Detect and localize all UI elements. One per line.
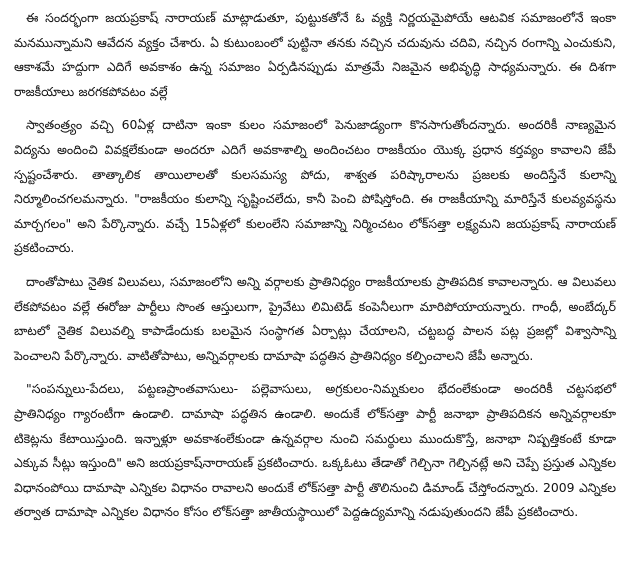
article-paragraph-2: స్వాతంత్ర్యం వచ్చి 60ఏళ్ల దాటినా ఇంకా కులం సమాజంలో పెనుజాడ్యంగా కొనసాగుతోందన్నారు. అందరికీ నాణ్యమైన విద్యను అందించి వివక్షలేకుండా అందరూ ఎదిగే అవకాశాల్ని అందించటం రాజకీయం యొక్క ప్రధాన కర్తవ్యం కావాలని జేపీ స్పష్టంచేశారు. తాత్కాలిక తాయిలాలతో కులసమస్య పోదు, శాశ్వత పరిష్కారాలను ప్రజలకు అందిస్తేనే కులాన్ని నిర్మూలించగలమన్నారు. "రాజకీయం కులాన్ని సృష్టించలేదు, కానీ పెంచి పోషిస్తోంది. ఈ రాజకీయాన్ని మారిస్తేనే కులవ్యవస్థను మార్చగలం" అని పేర్కొన్నారు. వచ్చే 15ఏళ్లలో కులంలేని సమాజాన్ని నిర్మించటం లోక్‌సత్తా లక్ష్యమని జయప్రకాష్ నారాయణ్ ప్రకటించారు. xyxy=(14,117,616,256)
article-paragraph-3: దాంతోపాటు నైతిక విలువలు, సమాజంలోని అన్ని వర్గాలకు ప్రాతినిధ్యం రాజకీయాలకు ప్రాతిపదిక కావాలన్నారు. ఆ విలువలు లేకపోవటం వల్లే ఈరోజు పార్టీలు సొంత ఆస్తులుగా, ప్రైవేటు లిమిటెడ్ కంపెనీలుగా మారిపోయాయన్నారు. గాంధీ, అంబేద్కర్ బాటలో నైతిక విలువల్ని కాపాడేందుకు బలమైన సంస్థాగత ఏర్పాట్లు చేయాలని, చట్టబద్ధ పాలన పట్ల ప్రజల్లో విశ్వాసాన్ని పెంచాలని పేర్కొన్నారు. వాటితోపాటు, అన్నివర్గాలకు దామాషా పద్ధతిన ప్రాతినిధ్యం కల్పించాలని జేపీ అన్నారు. xyxy=(14,273,616,363)
article-paragraph-4: "సంపన్నులు-పేదలు, పట్టణప్రాంతవాసులు- పల్లెవాసులు, అగ్రకులం-నిమ్నకులం భేదంలేకుండా అందరికీ చట్టసభలో ప్రాతినిధ్యం గ్యారంటీగా ఉండాలి. దామాషా పద్ధతిన ఉండాలి. అందుకే లోక్‌సత్తా పార్టీ జనాభా ప్రాతిపదికన అన్నివర్గాలకూ టికెట్లను కేటాయిస్తుంది. ఇన్నాళ్లూ అవకాశంలేకుండా ఉన్నవర్గాల నుంచి సమర్థులు ముందుకొస్తే, జనాభా నిష్పత్తికంటే కూడా ఎక్కువ సీట్లు ఇస్తుంది" అని జయప్రకాష్‌నారాయణ్ ప్రకటించారు. ఒక్కఓటు తేడాతో గెల్చినా గెల్చినట్లే అని చెప్పే ప్రస్తుత ఎన్నికల విధానంపోయి దామాషా ఎన్నికల విధానం రావాలని అందుకే లోక్‌సత్తా పార్టీ తొలినుంచి డిమాండ్ చేస్తోందన్నారు. 2009 ఎన్నికల తర్వాత దామాషా ఎన్నికల విధానం కోసం లోక్‌సత్తా జాతీయస్థాయిలో పెద్దఉద్యమాన్ని నడుపుతుందని జేపీ ప్రకటించారు. xyxy=(14,381,616,520)
article-paragraph-1: ఈ సందర్భంగా జయప్రకాష్ నారాయణ్ మాట్లాడుతూ, పుట్టుకతోనే ఓ వ్యక్తి నిర్ణయమైపోయే ఆటవిక సమాజంలోనే ఇంకా మనమున్నామని ఆవేదన వ్యక్తం చేశారు. ఏ కుటుంబంలో పుట్టినా తనకు నచ్చిన చదువును చదివి, నచ్చిన రంగాన్ని ఎంచుకుని, ఆకాశమే హద్దుగా ఎదిగే అవకాశం ఉన్న సమాజం ఏర్పడినప్పుడు మాత్రమే నిజమైన అభివృద్ధి సాధ్యమన్నారు. ఈ దిశగా రాజకీయాలు జరగకపోవటం వల్లే xyxy=(14,10,616,99)
